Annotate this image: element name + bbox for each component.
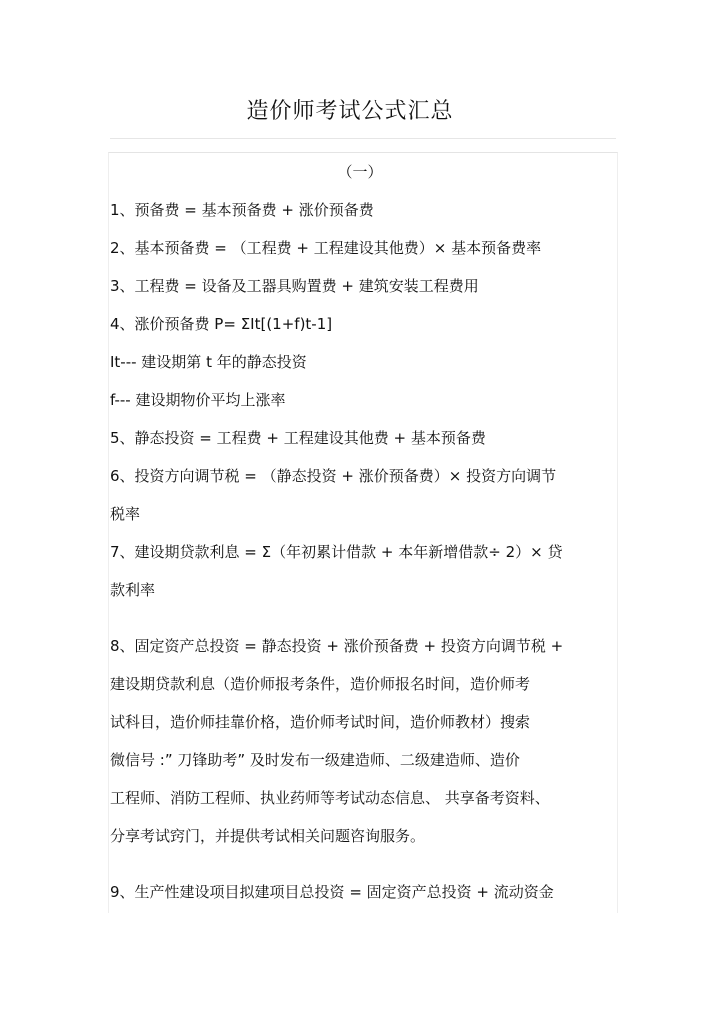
formula-line-7-cont: 款利率 — [110, 581, 156, 599]
formula-line-8: 8、固定资产总投资 = 静态投资 + 涨价预备费 + 投资方向调节税 + — [110, 637, 564, 655]
formula-line-6: 6、投资方向调节税 = （静态投资 + 涨价预备费）× 投资方向调节 — [110, 467, 557, 485]
page-title: 造价师考试公式汇总 — [246, 99, 454, 124]
formula-line-9: 9、生产性建设项目拟建项目总投资 = 固定资产总投资 + 流动资金 — [110, 883, 554, 901]
section-heading: （一） — [337, 163, 383, 181]
formula-line-1: 1、预备费 = 基本预备费 + 涨价预备费 — [110, 201, 374, 219]
formula-line-8-cont-2: 试科目，造价师挂靠价格，造价师考试时间，造价师教材）搜索 — [110, 713, 531, 731]
formula-line-6-cont: 税率 — [110, 505, 141, 523]
title-divider — [110, 138, 616, 139]
formula-line-8-cont-5: 分享考试窍门，并提供考试相关问题咨询服务。 — [110, 827, 426, 845]
formula-line-7: 7、建设期贷款利息 = Σ（年初累计借款 + 本年新增借款÷ 2）× 贷 — [110, 543, 563, 561]
formula-note-it: It--- 建设期第 t 年的静态投资 — [110, 353, 307, 371]
formula-line-3: 3、工程费 = 设备及工器具购置费 + 建筑安装工程费用 — [110, 277, 479, 295]
formula-note-f: f--- 建设期物价平均上涨率 — [110, 391, 286, 409]
formula-line-8-cont-4: 工程师、消防工程师、执业药师等考试动态信息、 共享备考资料、 — [110, 789, 550, 807]
formula-line-4: 4、涨价预备费 P= ΣIt[(1+f)t-1] — [110, 315, 333, 333]
formula-line-8-cont-1: 建设期贷款利息（造价师报考条件，造价师报名时间，造价师考 — [110, 675, 531, 693]
formula-line-5: 5、静态投资 = 工程费 + 工程建设其他费 + 基本预备费 — [110, 429, 486, 447]
formula-line-8-cont-3: 微信号 :” 刀锋助考” 及时发布一级建造师、二级建造师、造价 — [110, 751, 520, 769]
formula-line-2: 2、基本预备费 = （工程费 + 工程建设其他费）× 基本预备费率 — [110, 239, 542, 257]
